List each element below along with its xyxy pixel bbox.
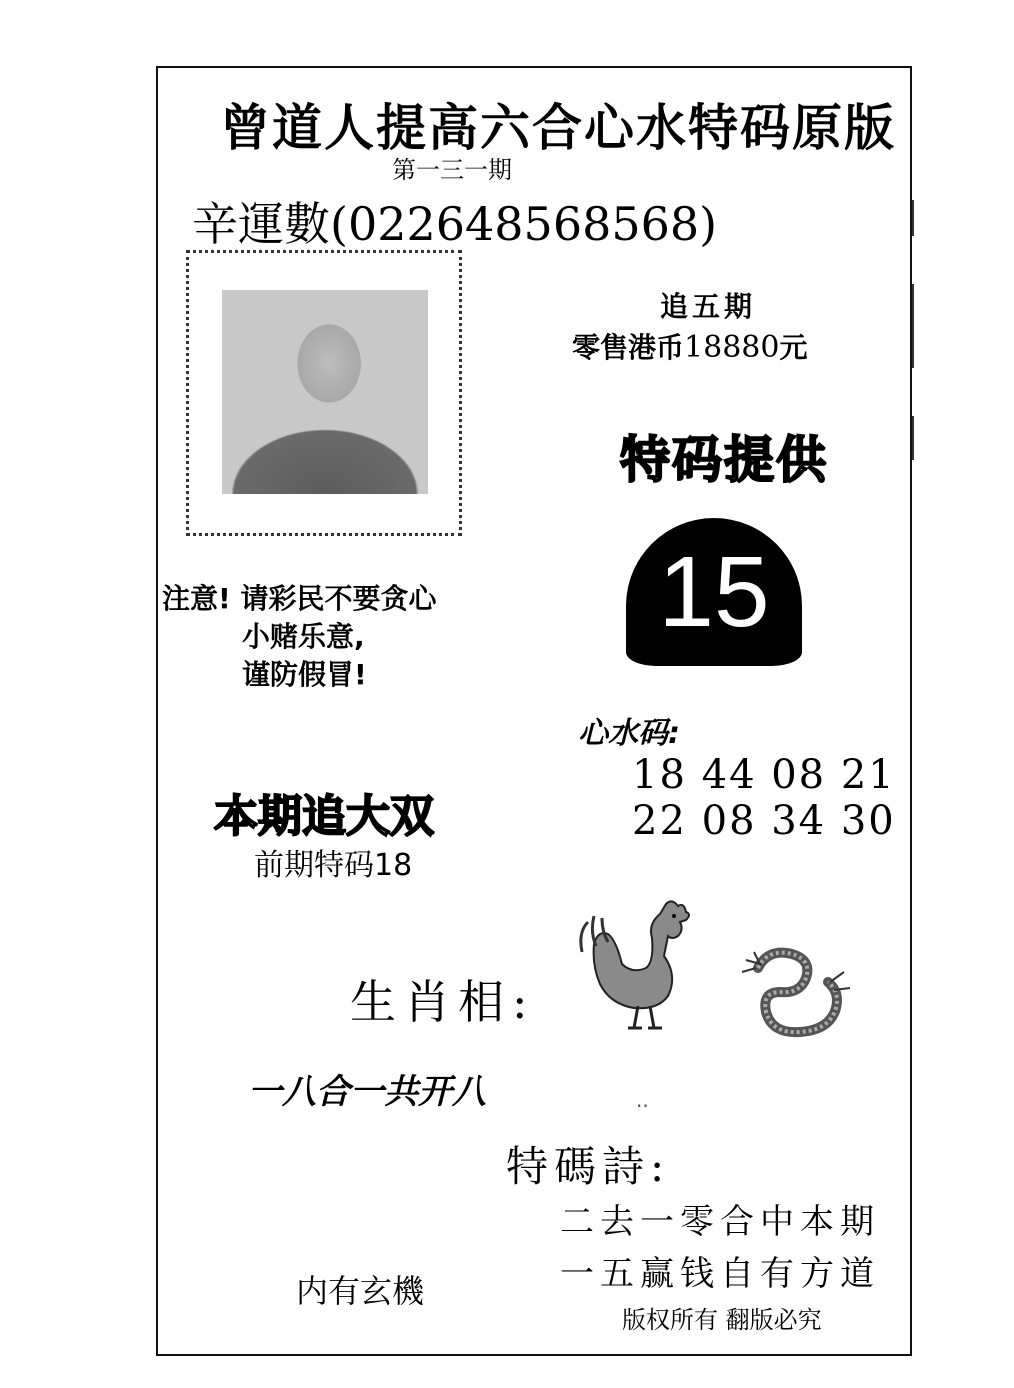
edge-mark: [912, 284, 914, 368]
chase-big-double: 本期追大双: [214, 791, 434, 842]
notice-line-2: 小赌乐意,: [242, 620, 365, 653]
eight-text: 一八合一共开八: [248, 1072, 486, 1112]
heart-numbers-row-2: 22 08 34 30: [632, 798, 896, 844]
copyright: 版权所有 翻版必究: [622, 1306, 822, 1334]
price: [572, 326, 807, 366]
zodiac-label: 生肖相:: [350, 975, 536, 1029]
special-number: 15: [658, 535, 770, 648]
previous-special: 前期特码18: [254, 848, 413, 883]
rooster-icon: [578, 896, 698, 1032]
heart-numbers-row-1: 18 44 08 21: [632, 752, 896, 798]
heart-numbers: [632, 752, 896, 844]
issue-number: 第一三一期: [392, 156, 512, 184]
price-unit: 元: [779, 331, 808, 364]
secret-text: 内有玄機: [296, 1272, 425, 1310]
dragon-icon: [738, 938, 858, 1044]
edge-mark: [912, 416, 914, 460]
poem-label: 特碼詩:: [506, 1142, 671, 1191]
poem: [560, 1196, 880, 1300]
edge-mark: [912, 200, 914, 236]
notice-line-1: 注意! 请彩民不要贪心: [162, 582, 437, 615]
dots: ..: [636, 1088, 649, 1112]
page-title: 曾道人提高六合心水特码原版: [220, 99, 896, 157]
price-value: 18880: [684, 330, 780, 365]
notice-line-3: 谨防假冒!: [242, 658, 367, 691]
portrait-photo: [222, 290, 428, 494]
poem-line-2: 一五赢钱自有方道: [560, 1254, 880, 1294]
special-provide-heading: 特码提供: [620, 431, 828, 489]
heart-numbers-label: 心水码:: [578, 716, 680, 751]
poem-line-1: 二去一零合中本期: [560, 1202, 880, 1242]
chase-periods: 追五期: [660, 290, 757, 323]
notice: [162, 580, 437, 694]
lucky-number: 辛運數(022648568568): [192, 197, 718, 251]
price-label: 零售港币: [572, 331, 685, 364]
